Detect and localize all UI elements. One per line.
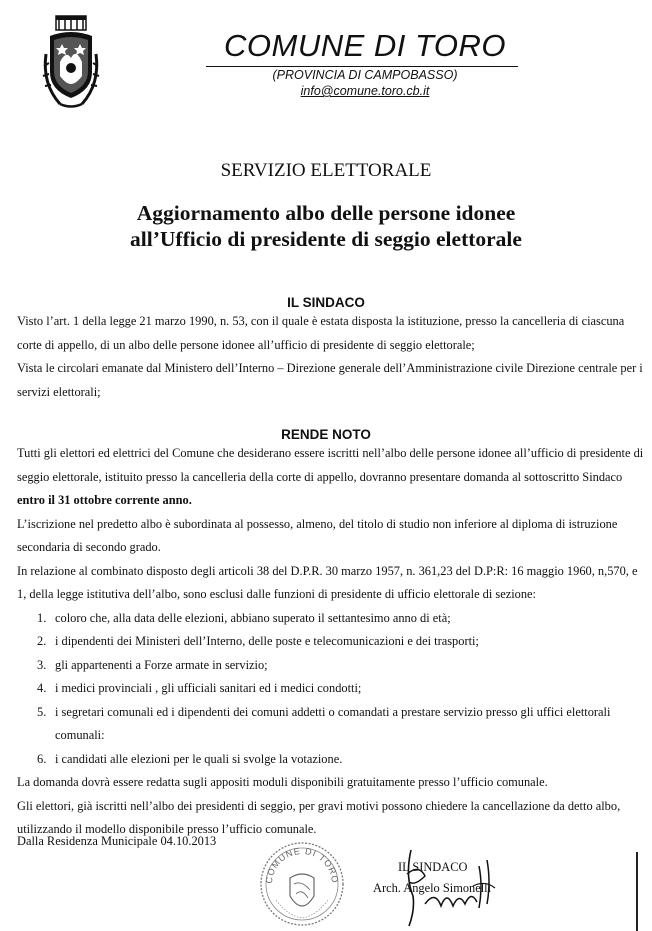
list-item	[17, 748, 644, 772]
coat-of-arms-icon	[40, 14, 102, 110]
municipality-title: COMUNE DI TORO	[224, 28, 506, 63]
list-item-number: 4.	[37, 681, 47, 695]
title-underline	[206, 66, 518, 67]
list-item-text: i dipendenti dei Ministeri dell’Interno, delle poste e telecomunicazioni e dei trasporti;	[55, 634, 479, 648]
sindaco-heading: IL SINDACO	[287, 295, 365, 310]
handwritten-signature-icon	[395, 846, 505, 928]
premise-paragraph-1: Visto l’art. 1 della legge 21 marzo 1990, n. 53, con il quale è estata disposta la istituzione, presso la cancelleria di ciascuna corte di appello, di un albo delle persone idonee all’ufficio di presidente di seggio elettorale;	[17, 314, 625, 352]
email-line	[200, 84, 530, 99]
list-item-text: coloro che, alla data delle elezioni, abbiano superato il settantesimo anno di età;	[55, 610, 451, 625]
service-title: SERVIZIO ELETTORALE	[220, 160, 432, 181]
list-item	[17, 701, 644, 748]
list-item-number: 2.	[37, 634, 47, 648]
study-requirement-paragraph: L’iscrizione nel predetto albo è subordinata al possesso, almeno, del titolo di studio non inferiore al diploma di istruzione secondaria di secondo grado.	[17, 516, 618, 554]
list-item-text: i candidati alle elezioni per le quali si svolge la votazione.	[55, 751, 343, 766]
place-date: Dalla Residenza Municipale 04.10.2013	[17, 834, 217, 848]
list-item	[17, 607, 644, 631]
list-item-text: i segretari comunali ed i dipendenti dei comuni addetti o comandati a prestare servizio presso gli uffici elettorali comunali:	[55, 704, 611, 742]
page-edge-shadow	[636, 852, 638, 931]
email-link[interactable]: info@comune.toro.cb.it	[300, 84, 430, 98]
exclusions-paragraph: In relazione al combinato disposto degli articoli 38 del D.P.R. 30 marzo 1957, n. 361,23 del D.P:R: 16 maggio 1960, n,570, e 1, della legge istitutiva dell’albo, sono esclusi dalle funzioni di presidente di ufficio elettorale di sezione:	[17, 563, 638, 601]
signer-role: IL SINDACO	[398, 860, 468, 874]
rende-noto-body	[17, 442, 644, 842]
deadline-text: entro il 31 ottobre corrente anno.	[17, 493, 192, 507]
list-item	[17, 630, 644, 654]
exclusions-list	[17, 607, 644, 772]
list-item-text: i medici provinciali , gli ufficiali sanitari ed i medici condotti;	[55, 681, 362, 695]
municipal-seal-icon	[258, 840, 346, 928]
svg-text:COMUNE DI TORO	[264, 846, 340, 884]
list-item-number: 1.	[37, 610, 47, 625]
subject-line-1: Aggiornamento albo delle persone idonee	[136, 201, 516, 225]
intro-paragraph	[17, 442, 644, 513]
province-label: (PROVINCIA DI CAMPOBASSO)	[272, 68, 458, 82]
subject-heading	[0, 200, 652, 252]
sindaco-premises	[17, 310, 644, 404]
list-item-text: gli appartenenti a Forze armate in servizio;	[55, 657, 268, 672]
cancellation-paragraph: Gli elettori, già iscritti nell’albo dei presidenti di seggio, per gravi motivi possono chiedere la cancellazione da detto albo, utilizzando il modello disponibile presso l’ufficio comunale.	[17, 798, 621, 836]
list-item-number: 3.	[37, 657, 47, 672]
list-item	[17, 654, 644, 678]
list-item	[17, 677, 644, 701]
seal-text: COMUNE DI TORO	[263, 845, 341, 885]
list-item-number: 6.	[37, 751, 47, 766]
forms-paragraph: La domanda dovrà essere redatta sugli appositi moduli disponibili gratuitamente presso l’ufficio comunale.	[17, 775, 548, 789]
signer-name: Arch. Angelo Simonelli	[373, 881, 492, 895]
intro-text: Tutti gli elettori ed elettrici del Comune che desiderano essere iscritti nell’albo delle persone idonee all’ufficio di presidente di seggio elettorale, istituito presso la cancelleria della corte di appello, dovranno presentare domanda al sottoscritto Sindaco	[17, 446, 644, 484]
list-item-number: 5.	[37, 704, 47, 719]
premise-paragraph-2: Vista le circolari emanate dal Ministero dell’Interno – Direzione generale dell’Amministrazione civile Direzione centrale per i servizi elettorali;	[17, 361, 643, 399]
rende-noto-heading: RENDE NOTO	[281, 427, 371, 442]
subject-line-2: all’Ufficio di presidente di seggio elettorale	[130, 227, 522, 251]
